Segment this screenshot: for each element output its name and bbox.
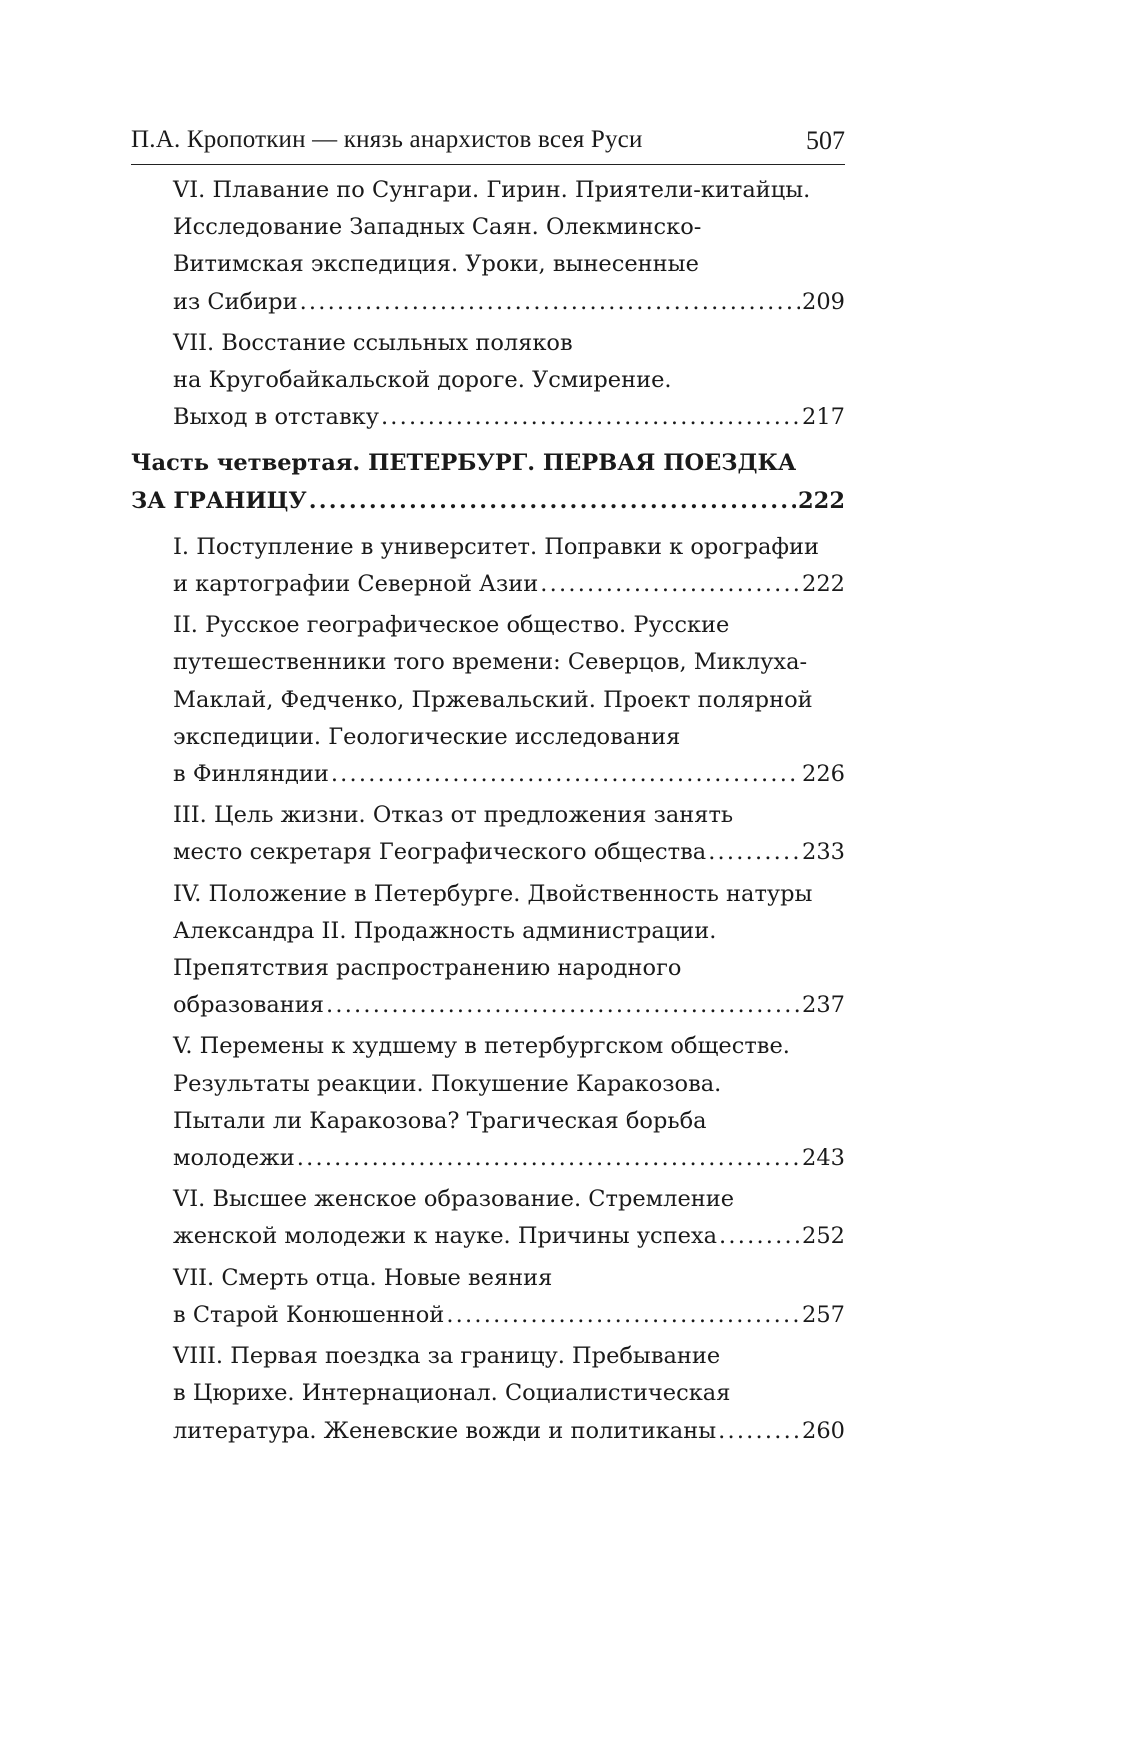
toc-entry-last-line — [173, 756, 845, 793]
toc-page-number: 233 — [802, 839, 845, 866]
toc-entry-line: Александра II. Продажность администрации. — [173, 917, 717, 944]
toc-entry — [131, 529, 845, 603]
toc-entry-text: из Сибири — [173, 288, 298, 315]
toc-entry-text: молодежи — [173, 1145, 295, 1172]
toc-entry-line: Результаты реакции. Покушение Каракозова. — [173, 1070, 722, 1097]
toc-page-number: 237 — [802, 992, 845, 1019]
toc-entry-line: Часть четвертая. ПЕТЕРБУРГ. ПЕРВАЯ ПОЕЗДКА — [131, 450, 797, 477]
dot-leader — [300, 284, 800, 321]
dot-leader — [326, 987, 800, 1024]
toc-entry-text: образования — [173, 992, 324, 1019]
toc-page-number: 222 — [802, 571, 845, 598]
toc-entry-last-line — [173, 1297, 845, 1334]
toc-entry-last-line — [173, 1413, 845, 1450]
toc-entry — [131, 1028, 845, 1177]
toc-entry-line: на Кругобайкальской дороге. Усмирение. — [173, 367, 672, 394]
toc-entry-line: V. Перемены к худшему в петербургском обществе. — [173, 1033, 790, 1060]
toc-page-number: 209 — [802, 288, 845, 315]
running-header — [131, 126, 845, 165]
toc-page-number: 252 — [802, 1223, 845, 1250]
toc-entry-line: III. Цель жизни. Отказ от предложения занять — [173, 802, 734, 829]
toc-page-number: 257 — [802, 1301, 845, 1328]
toc-entry-line: путешественники того времени: Северцов, Миклуха- — [173, 649, 808, 676]
dot-leader — [381, 399, 800, 436]
toc-entry — [131, 607, 845, 793]
toc-part-heading — [131, 445, 845, 519]
toc-entry — [131, 1260, 845, 1334]
toc-entry-line: II. Русское географическое общество. Русские — [173, 612, 730, 639]
toc-entry-text: женской молодежи к науке. Причины успеха — [173, 1223, 718, 1250]
toc-entry-line: Исследование Западных Саян. Олекминско- — [173, 214, 702, 241]
toc-entry-last-line — [173, 834, 845, 871]
toc-entry-line: IV. Положение в Петербурге. Двойственность натуры — [173, 880, 813, 907]
toc-entry-line: VI. Высшее женское образование. Стремление — [173, 1186, 735, 1213]
dot-leader — [719, 1218, 800, 1255]
toc-entry-line: Препятствия распространению народного — [173, 955, 682, 982]
toc-entry-line: VII. Восстание ссыльных поляков — [173, 329, 573, 356]
toc-entry-text: и картографии Северной Азии — [173, 571, 539, 598]
toc-page-number: 222 — [798, 487, 845, 514]
toc-entry-line: Маклай, Федченко, Пржевальский. Проект полярной — [173, 686, 813, 713]
toc-entry-line: VIII. Первая поездка за границу. Пребывание — [173, 1343, 721, 1370]
dot-leader — [708, 834, 800, 871]
dot-leader — [446, 1297, 800, 1334]
toc-entry-line: I. Поступление в университет. Поправки к орографии — [173, 533, 820, 560]
toc-entry — [131, 172, 845, 321]
toc-page-number: 226 — [802, 761, 845, 788]
toc-entry-text: литература. Женевские вожди и политиканы — [173, 1417, 717, 1444]
toc-entry — [131, 1181, 845, 1255]
toc-page-number: 243 — [802, 1145, 845, 1172]
toc-entry-last-line — [131, 483, 845, 520]
toc-entry-line: VII. Смерть отца. Новые веяния — [173, 1264, 553, 1291]
dot-leader — [297, 1140, 800, 1177]
toc-entry-text: место секретаря Географического общества — [173, 839, 707, 866]
toc-entry-last-line — [173, 1140, 845, 1177]
toc-entry — [131, 797, 845, 871]
toc-entry-line: Витимская экспедиция. Уроки, вынесенные — [173, 251, 699, 278]
toc-entry-line: Пытали ли Каракозова? Трагическая борьба — [173, 1107, 707, 1134]
toc-entry-last-line — [173, 399, 845, 436]
toc-entry — [131, 325, 845, 437]
toc-entry-last-line — [173, 1218, 845, 1255]
toc-entry-line: в Цюрихе. Интернационал. Социалистическая — [173, 1380, 731, 1407]
toc-entry-last-line — [173, 987, 845, 1024]
toc-entry-text: в Финляндии — [173, 761, 329, 788]
toc-entry-last-line — [173, 566, 845, 603]
table-of-contents — [131, 172, 845, 1454]
toc-page-number: 217 — [802, 404, 845, 431]
toc-page-number: 260 — [802, 1417, 845, 1444]
toc-entry-text: в Старой Конюшенной — [173, 1301, 445, 1328]
toc-entry-last-line — [173, 284, 845, 321]
toc-entry-line: VI. Плавание по Сунгари. Гирин. Приятели-китайцы. — [173, 177, 811, 203]
dot-leader — [718, 1413, 800, 1450]
toc-entry — [131, 876, 845, 1025]
page-number: 507 — [806, 126, 845, 155]
toc-entry-line: экспедиции. Геологические исследования — [173, 723, 681, 750]
dot-leader — [309, 483, 796, 520]
dot-leader — [331, 756, 800, 793]
toc-entry-text: ЗА ГРАНИЦУ — [131, 487, 307, 514]
dot-leader — [540, 566, 800, 603]
toc-entry-text: Выход в отставку — [173, 404, 379, 431]
running-title: П.А. Кропоткин — князь анархистов всея Руси — [131, 126, 643, 153]
toc-entry — [131, 1338, 845, 1450]
